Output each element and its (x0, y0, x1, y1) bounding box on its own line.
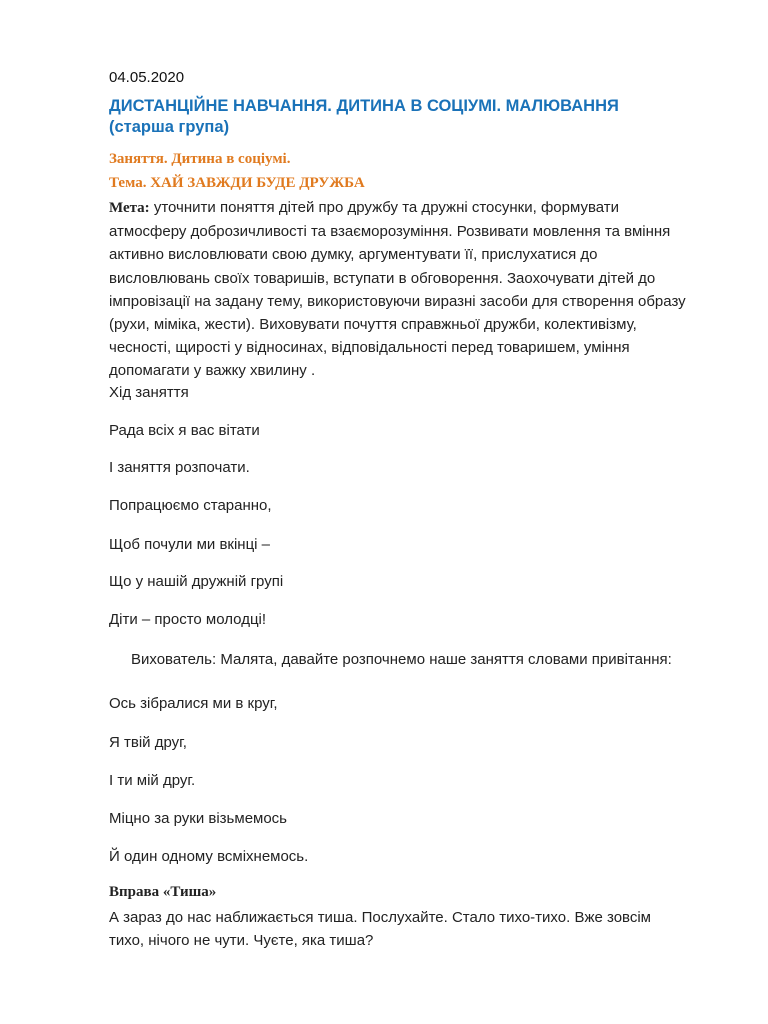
poem-line: Рада всіх я вас вітати (109, 422, 260, 439)
goal-label: Мета: (109, 200, 150, 216)
topic-heading: Тема. ХАЙ ЗАВЖДИ БУДЕ ДРУЖБА (109, 175, 365, 191)
poem-line: Ось зібралися ми в круг, (109, 695, 278, 712)
poem-line: Й один одному всміхнемось. (109, 848, 309, 865)
course-heading: Хід заняття (109, 384, 189, 401)
exercise-heading: Вправа «Тиша» (109, 884, 217, 900)
poem-line: Міцно за руки візьмемось (109, 810, 288, 827)
poem-line: Я твій друг, (109, 734, 187, 751)
goal-paragraph (109, 196, 689, 383)
poem-line: Діти – просто молодці! (109, 611, 267, 628)
document-title: ДИСТАНЦІЙНЕ НАВЧАННЯ. ДИТИНА В СОЦІУМІ. МАЛЮВАННЯ (старша група) (109, 97, 619, 136)
poem-line: І ти мій друг. (109, 772, 196, 789)
poem-line: Щоб почули ми вкінці – (109, 536, 271, 553)
exercise-paragraph: А зараз до нас наближається тиша. Послухайте. Стало тихо-тихо. Вже зовсім тихо, нічого не чути. Чуєте, яка тиша? (109, 909, 651, 949)
goal-text: уточнити поняття дітей про дружбу та дружні стосунки, формувати атмосферу доброзичливості та взаєморозуміння. Розвивати мовлення та вміння активно висловлювати свою думку, аргументувати її, прислухатися до висловлювань своїх товаришів, вступати в обговорення. Заохочувати дітей до імпровізації на задану тему, використовуючи виразні засоби для створення образу (рухи, міміка, жести). Виховувати почуття справжньої дружби, колективізму, чесності, щирості у відносинах, відповідальності перед товаришем, уміння допомагати у важку хвилину . (109, 199, 686, 380)
lesson-heading: Заняття. Дитина в соціумі. (109, 151, 291, 167)
educator-line: Вихователь: Малята, давайте розпочнемо наше заняття словами привітання: (131, 651, 672, 668)
poem-line: І заняття розпочати. (109, 459, 250, 476)
poem-line: Що у нашій дружній групі (109, 573, 284, 590)
document-date: 04.05.2020 (109, 69, 185, 86)
poem-line: Попрацюємо старанно, (109, 497, 272, 514)
